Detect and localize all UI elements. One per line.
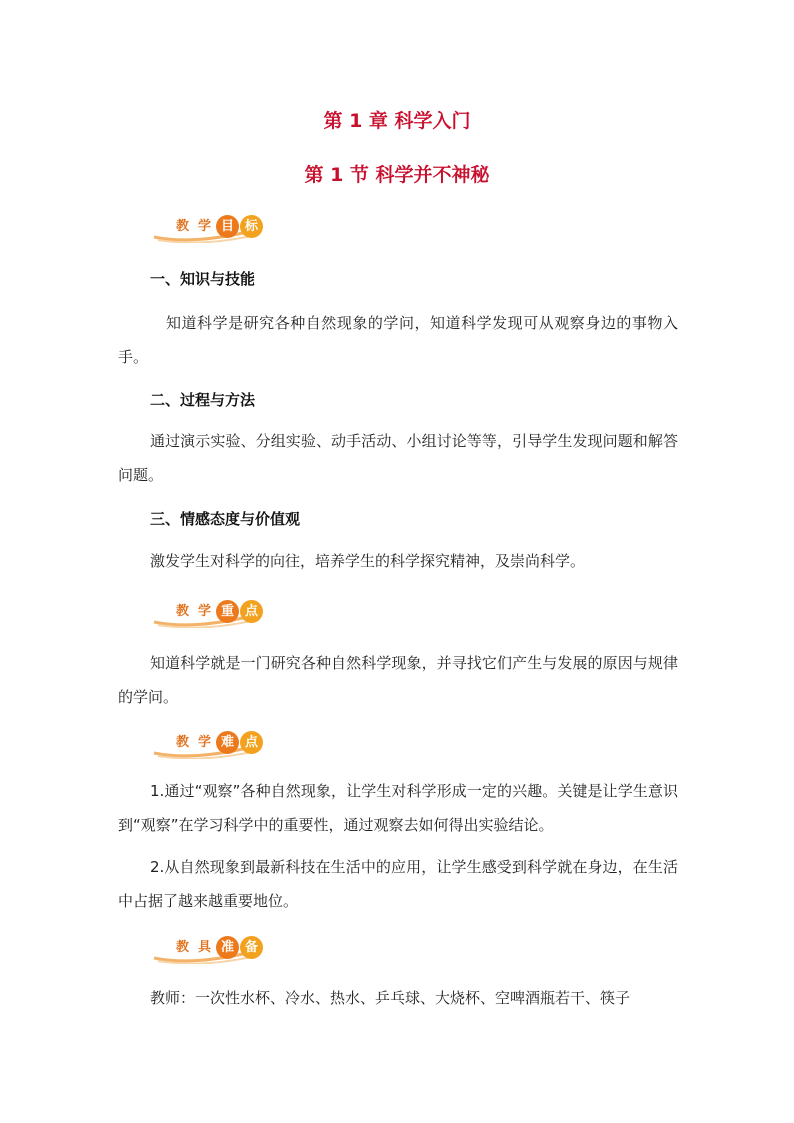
heading-emotion-values: 三、情感态度与价值观 <box>150 510 301 528</box>
badge-teaching-goals <box>152 211 262 243</box>
badge-char: 备 <box>240 936 263 959</box>
badge-char: 准 <box>216 936 239 959</box>
badge-char: 目 <box>216 215 239 238</box>
badge-char: 学 <box>197 735 211 750</box>
paragraph-knowledge-skills: 知道科学是研究各种自然现象的学问，知道科学发现可从观察身边的事物入手。 <box>118 314 678 366</box>
paragraph-difficulty-1: 1.通过“观察”各种自然现象，让学生对科学形成一定的兴趣。关键是让学生意识到“观察”在学习科学中的重要性，通过观察去如何得出实验结论。 <box>118 782 678 834</box>
paragraph-process-methods: 通过演示实验、分组实验、动手活动、小组讨论等等，引导学生发现问题和解答问题。 <box>118 432 678 484</box>
paragraph-emotion-values: 激发学生对科学的向往，培养学生的科学探究精神，及崇尚科学。 <box>150 552 586 570</box>
badge-char: 点 <box>240 731 263 754</box>
section-title: 第 1 节 科学并不神秘 <box>304 164 490 186</box>
badge-char: 具 <box>197 940 211 955</box>
badge-char: 教 <box>175 735 189 750</box>
heading-process-methods: 二、过程与方法 <box>150 391 256 409</box>
heading-knowledge-skills: 一、知识与技能 <box>150 270 256 288</box>
badge-equipment <box>152 932 262 964</box>
paragraph-difficulty-2: 2.从自然现象到最新科技在生活中的应用，让学生感受到科学就在身边，在生活中占据了越来越重要地位。 <box>118 858 678 910</box>
badge-char: 标 <box>240 215 263 238</box>
badge-char: 学 <box>197 219 211 234</box>
badge-char: 教 <box>175 604 189 619</box>
badge-char: 教 <box>175 940 189 955</box>
badge-difficulties <box>152 727 262 759</box>
badge-char: 教 <box>175 219 189 234</box>
paragraph-equipment: 教师：一次性水杯、冷水、热水、乒乓球、大烧杯、空啤酒瓶若干、筷子 <box>150 989 631 1007</box>
badge-char: 学 <box>197 604 211 619</box>
chapter-title: 第 1 章 科学入门 <box>323 110 471 132</box>
badge-char: 难 <box>216 731 239 754</box>
paragraph-key-points: 知道科学就是一门研究各种自然科学现象，并寻找它们产生与发展的原因与规律的学问。 <box>118 654 678 706</box>
badge-key-points <box>152 596 262 628</box>
badge-char: 点 <box>240 600 263 623</box>
badge-char: 重 <box>216 600 239 623</box>
